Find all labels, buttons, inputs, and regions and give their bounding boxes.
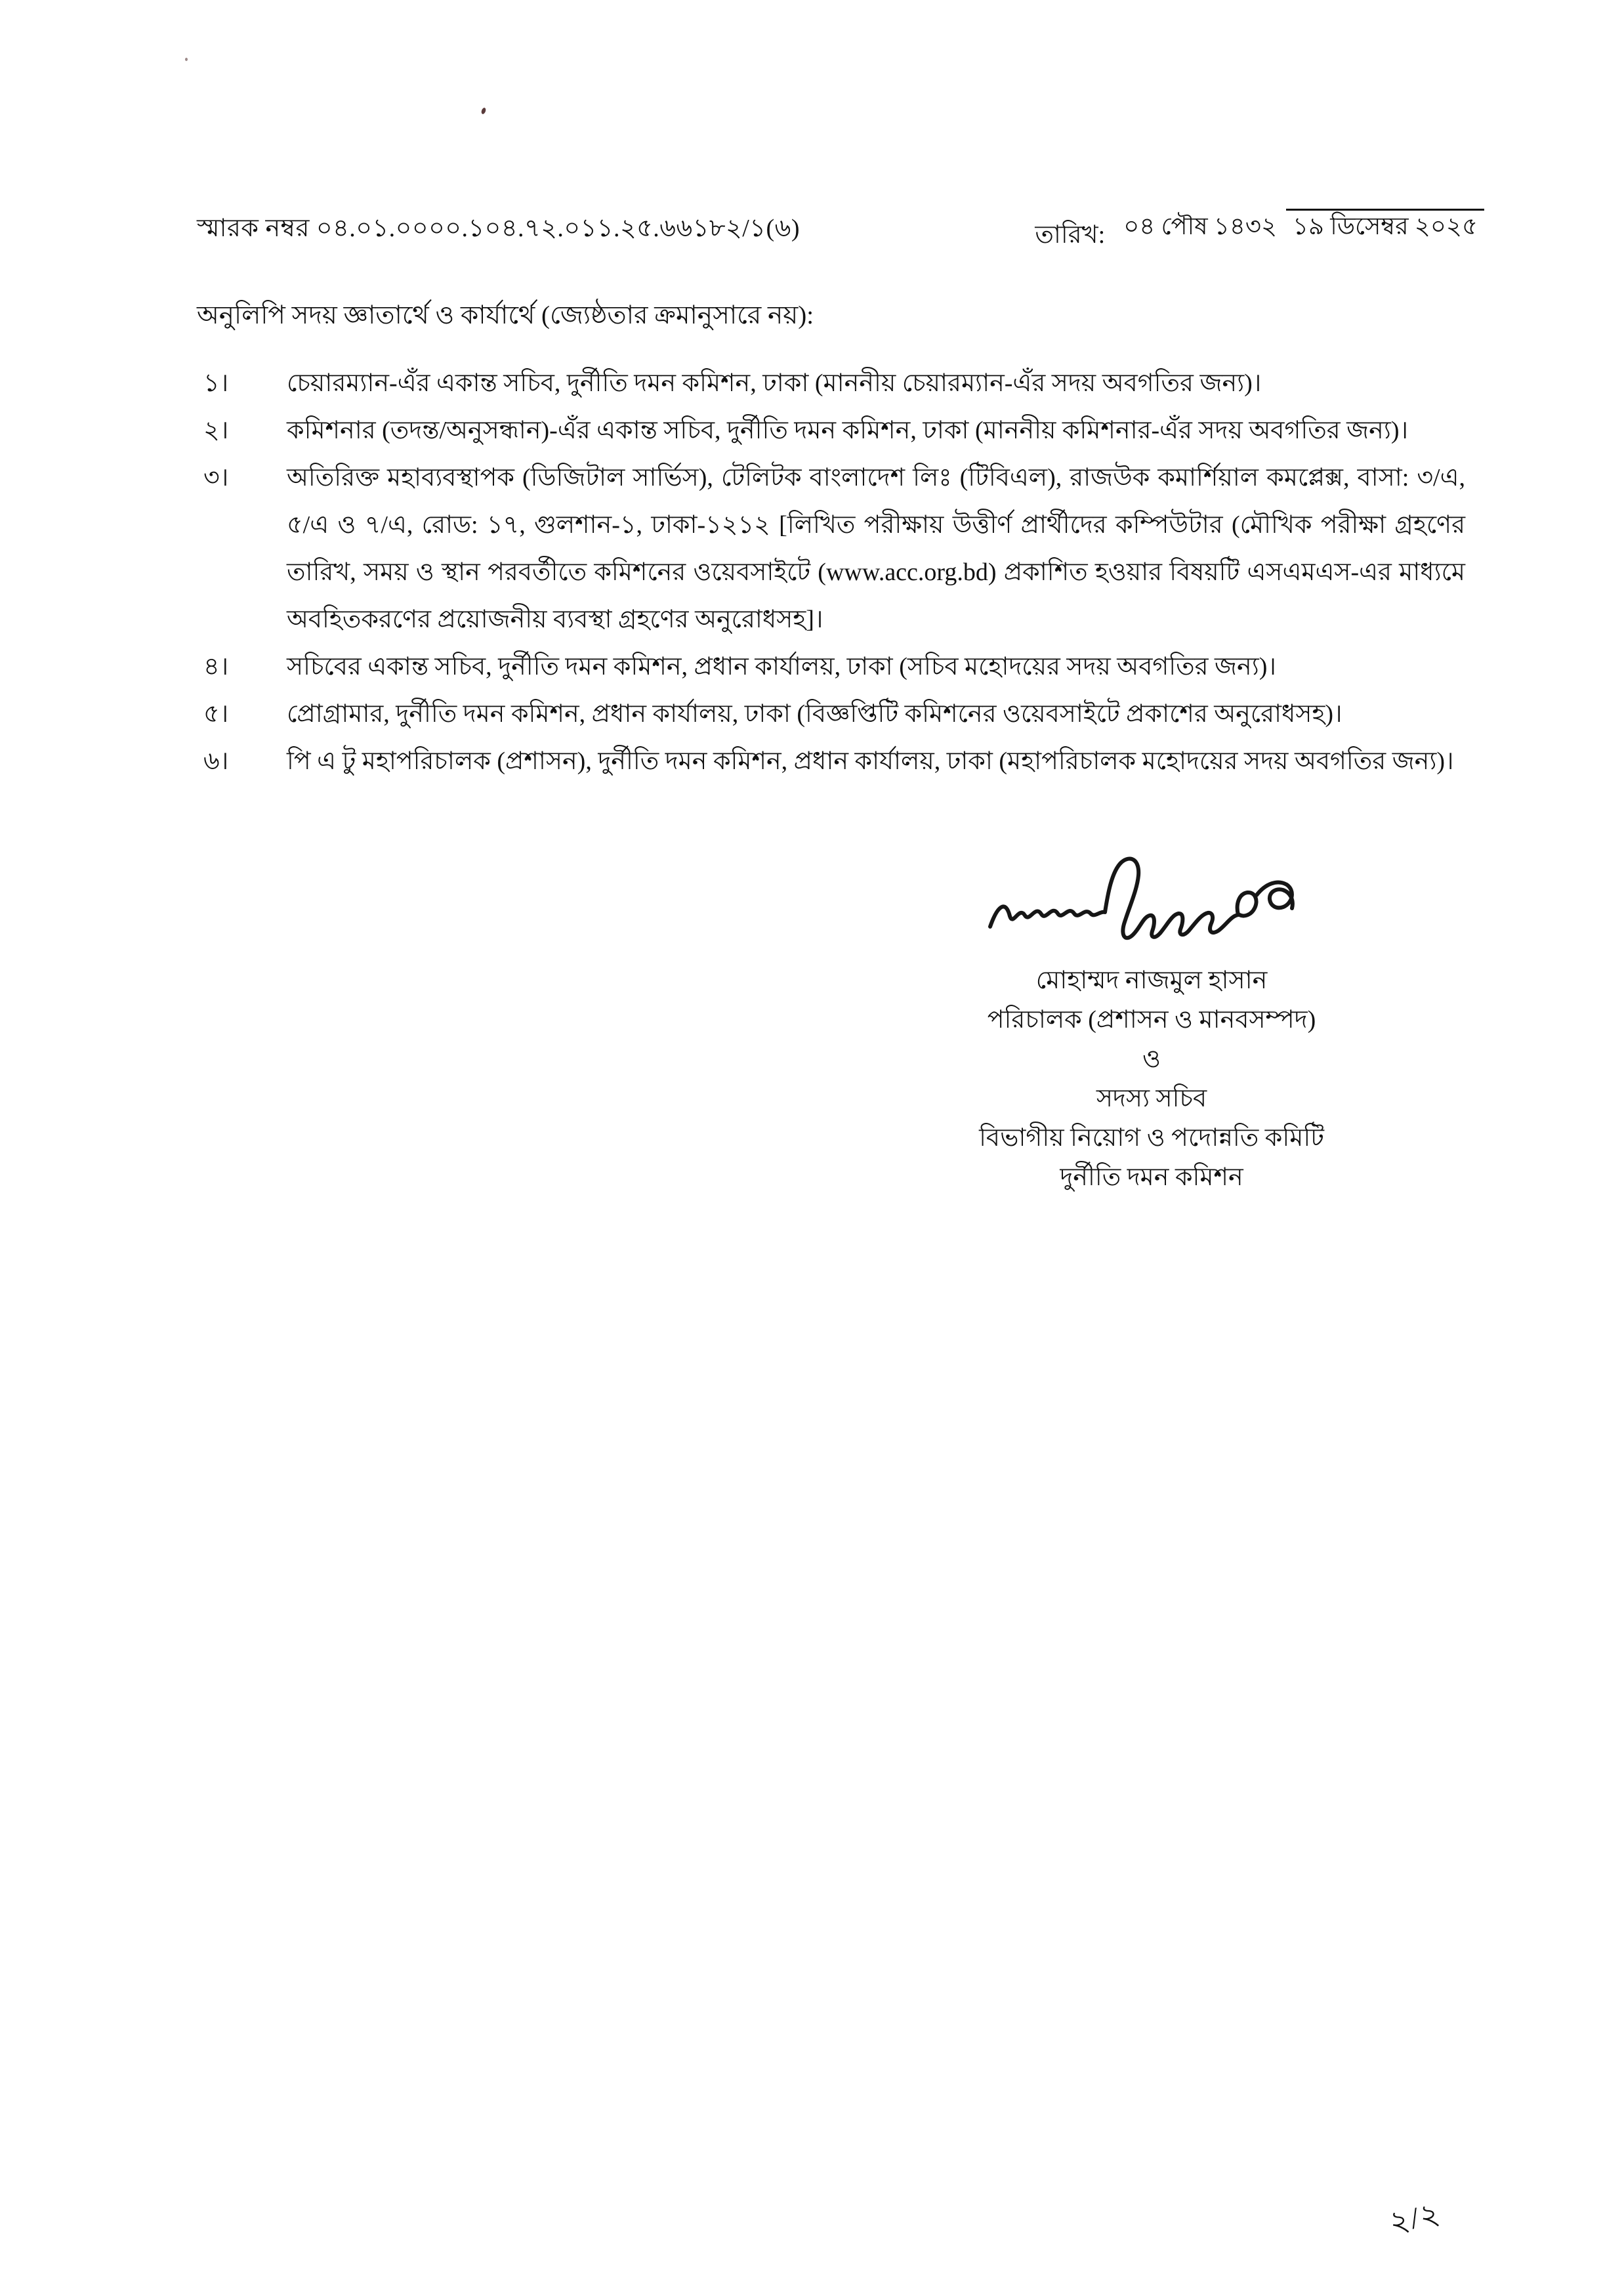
- signatory-conjunction: ও: [1142, 1045, 1161, 1073]
- signatory-name: মোহাম্মদ নাজমুল হাসান: [1035, 967, 1268, 994]
- scan-speck: [185, 58, 188, 61]
- date-stack: [1117, 210, 1484, 244]
- copy-heading: অনুলিপি সদয় জ্ঞাতার্থে ও কার্যার্থে (জ্যেষ্ঠতার ক্রমানুসারে নয়):: [197, 301, 814, 329]
- signatory-title-2: সদস্য সচিব: [1096, 1085, 1207, 1112]
- recipient-text: পি এ টু মহাপরিচালক (প্রশাসন), দুর্নীতি দমন কমিশন, প্রধান কার্যালয়, ঢাকা (মহাপরিচালক মহোদয়ের সদয় অবগতির জন্য)।: [287, 747, 1454, 775]
- recipient-number: ৪।: [203, 653, 229, 681]
- recipient-text: কমিশনার (তদন্ত/অনুসন্ধান)-এঁর একান্ত সচিব, দুর্নীতি দমন কমিশন, ঢাকা (মাননীয় কমিশনার-এঁর সদয় অবগতির জন্য)।: [287, 417, 1409, 444]
- date-gregorian: ১৯ ডিসেম্বর ২০২৫: [1286, 209, 1484, 240]
- recipient-text: চেয়ারম্যান-এঁর একান্ত সচিব, দুর্নীতি দমন কমিশন, ঢাকা (মাননীয় চেয়ারম্যান-এঁর সদয় অবগতির জন্য)।: [287, 369, 1262, 397]
- recipient-row: [203, 407, 1465, 454]
- memo-header-row: [197, 197, 1484, 257]
- recipient-text: প্রোগ্রামার, দুর্নীতি দমন কমিশন, প্রধান কার্যালয়, ঢাকা (বিজ্ঞপ্তিটি কমিশনের ওয়েবসাইটে প্রকাশের অনুরোধসহ)।: [287, 700, 1343, 728]
- scan-speck: [480, 107, 486, 114]
- recipient-number: ২।: [203, 417, 229, 444]
- recipient-row: [203, 738, 1465, 785]
- recipient-number: ৫।: [203, 700, 229, 728]
- signatory-title-1: পরিচালক (প্রশাসন ও মানবসম্পদ): [987, 1006, 1316, 1034]
- recipient-list: [203, 360, 1465, 785]
- recipient-number: ৩।: [203, 464, 229, 492]
- date-label: তারিখ:: [1035, 221, 1106, 249]
- date-bangla: ০৪ পৌষ ১৪৩২: [1123, 213, 1278, 240]
- signatory-organization: দুর্নীতি দমন কমিশন: [1060, 1164, 1243, 1191]
- signatory-committee: বিভাগীয় নিয়োগ ও পদোন্নতি কমিটি: [979, 1124, 1324, 1152]
- recipient-row: [203, 690, 1465, 738]
- memo-number: স্মারক নম্বর ০৪.০১.০০০০.১০৪.৭২.০১১.২৫.৬৬১৮২/১(৬): [197, 215, 800, 242]
- recipient-text: অতিরিক্ত মহাব্যবস্থাপক (ডিজিটাল সার্ভিস), টেলিটক বাংলাদেশ লিঃ (টিবিএল), রাজউক কমার্শিয়াল কমপ্লেক্স, বাসা: ৩/এ, ৫/এ ও ৭/এ, রোড: ১৭, গুলশান-১, ঢাকা-১২১২ [লিখিত পরীক্ষায় উত্তীর্ণ প্রার্থীদের কম্পিউটার (মৌখিক পরীক্ষা গ্রহণের তারিখ, সময় ও স্থান পরবর্তীতে কমিশনের ওয়েবসাইটে (www.acc.org.bd) প্রকাশিত হওয়ার বিষয়টি এসএমএস-এর মাধ্যমে অবহিতকরণের প্রয়োজনীয় ব্যবস্থা গ্রহণের অনুরোধসহ]।: [287, 464, 1465, 633]
- recipient-row: [203, 643, 1465, 690]
- page-number: ২/২: [1386, 2196, 1444, 2240]
- recipient-number: ১।: [203, 369, 229, 397]
- handwritten-signature: [981, 853, 1322, 958]
- signature-block: [922, 853, 1381, 1197]
- date-block: [1035, 197, 1484, 257]
- recipient-row: [203, 360, 1465, 407]
- recipient-row: [203, 454, 1465, 643]
- recipient-number: ৬।: [203, 747, 229, 775]
- recipient-text: সচিবের একান্ত সচিব, দুর্নীতি দমন কমিশন, প্রধান কার্যালয়, ঢাকা (সচিব মহোদয়ের সদয় অবগতির জন্য)।: [287, 653, 1277, 681]
